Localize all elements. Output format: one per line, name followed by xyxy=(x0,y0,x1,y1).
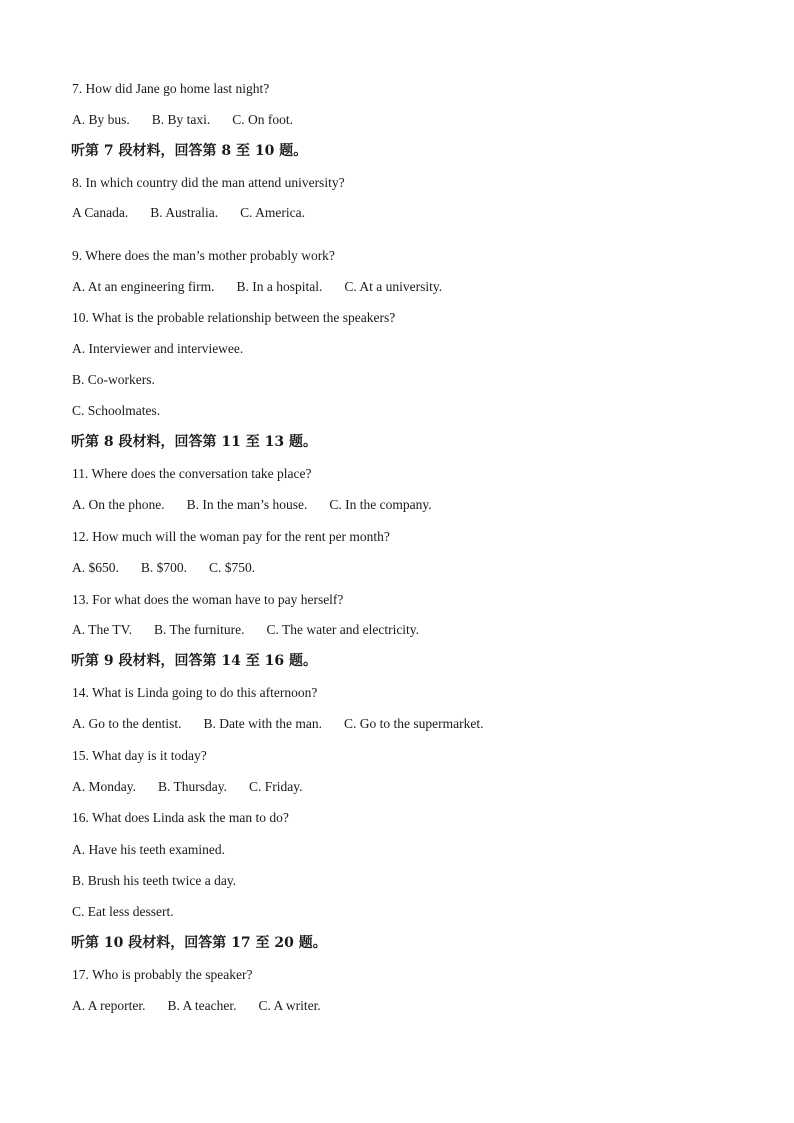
q7-option-b: B. By taxi. xyxy=(151,112,211,127)
q12-option-a: A. $650. xyxy=(72,560,119,575)
question-9: 9. Where does the man’s mother probably work? xyxy=(72,248,335,263)
section-heading-8: 听第 8 段材料，回答第 11 至 13 题。 xyxy=(71,434,317,450)
question-15-options xyxy=(72,779,303,795)
q15-option-b: B. Thursday. xyxy=(158,779,227,794)
question-12-options xyxy=(72,560,255,576)
question-10: 10. What is the probable relationship between the speakers? xyxy=(72,310,396,325)
question-17-options xyxy=(72,998,321,1014)
q13-option-c: C. The water and electricity. xyxy=(266,622,420,637)
q10-option-b: B. Co-workers. xyxy=(72,372,155,387)
q12-option-b: B. $700. xyxy=(140,560,188,575)
question-9-options xyxy=(72,279,442,295)
q7-option-a: A. By bus. xyxy=(72,112,130,127)
q17-option-b: B. A teacher. xyxy=(167,998,237,1013)
section-heading-7: 听第 7 段材料，回答第 8 至 10 题。 xyxy=(71,143,308,159)
question-8: 8. In which country did the man attend university? xyxy=(72,175,345,190)
q14-option-a: A. Go to the dentist. xyxy=(72,716,182,731)
q9-option-a: A. At an engineering firm. xyxy=(72,279,215,294)
q15-option-c: C. Friday. xyxy=(249,779,303,794)
q14-option-b: B. Date with the man. xyxy=(203,716,322,731)
question-17: 17. Who is probably the speaker? xyxy=(72,967,253,982)
q17-option-a: A. A reporter. xyxy=(72,998,146,1013)
q14-option-c: C. Go to the supermarket. xyxy=(343,716,484,731)
q10-option-c: C. Schoolmates. xyxy=(72,403,161,418)
q13-option-a: A. The TV. xyxy=(72,622,133,637)
q9-option-b: B. In a hospital. xyxy=(236,279,323,294)
question-16: 16. What does Linda ask the man to do? xyxy=(72,810,289,825)
question-13-options xyxy=(72,622,419,638)
q11-option-b: B. In the man’s house. xyxy=(186,497,308,512)
question-11-options xyxy=(72,497,432,513)
q15-option-a: A. Monday. xyxy=(72,779,136,794)
q17-option-c: C. A writer. xyxy=(258,998,321,1013)
q13-option-b: B. The furniture. xyxy=(154,622,245,637)
q16-option-b: B. Brush his teeth twice a day. xyxy=(72,873,237,888)
question-14: 14. What is Linda going to do this afternoon? xyxy=(72,685,318,700)
section-heading-10: 听第 10 段材料，回答第 17 至 20 题。 xyxy=(71,935,327,951)
q7-option-c: C. On foot. xyxy=(232,112,294,127)
question-12: 12. How much will the woman pay for the rent per month? xyxy=(72,529,390,544)
question-14-options xyxy=(72,716,483,732)
q8-option-b: B. Australia. xyxy=(150,205,219,220)
question-7-options xyxy=(72,112,293,128)
q11-option-a: A. On the phone. xyxy=(72,497,165,512)
q9-option-c: C. At a university. xyxy=(344,279,443,294)
q8-option-a: A Canada. xyxy=(72,205,129,220)
section-heading-9: 听第 9 段材料，回答第 14 至 16 题。 xyxy=(71,653,317,669)
question-13: 13. For what does the woman have to pay herself? xyxy=(72,592,344,607)
q16-option-a: A. Have his teeth examined. xyxy=(72,842,225,857)
question-8-options xyxy=(72,205,305,221)
q16-option-c: C. Eat less dessert. xyxy=(72,904,174,919)
q8-option-c: C. America. xyxy=(240,205,305,220)
q10-option-a: A. Interviewer and interviewee. xyxy=(72,341,244,356)
q11-option-c: C. In the company. xyxy=(329,497,432,512)
question-7: 7. How did Jane go home last night? xyxy=(72,81,270,96)
q12-option-c: C. $750. xyxy=(209,560,256,575)
question-11: 11. Where does the conversation take place? xyxy=(72,466,312,481)
question-15: 15. What day is it today? xyxy=(72,748,207,763)
